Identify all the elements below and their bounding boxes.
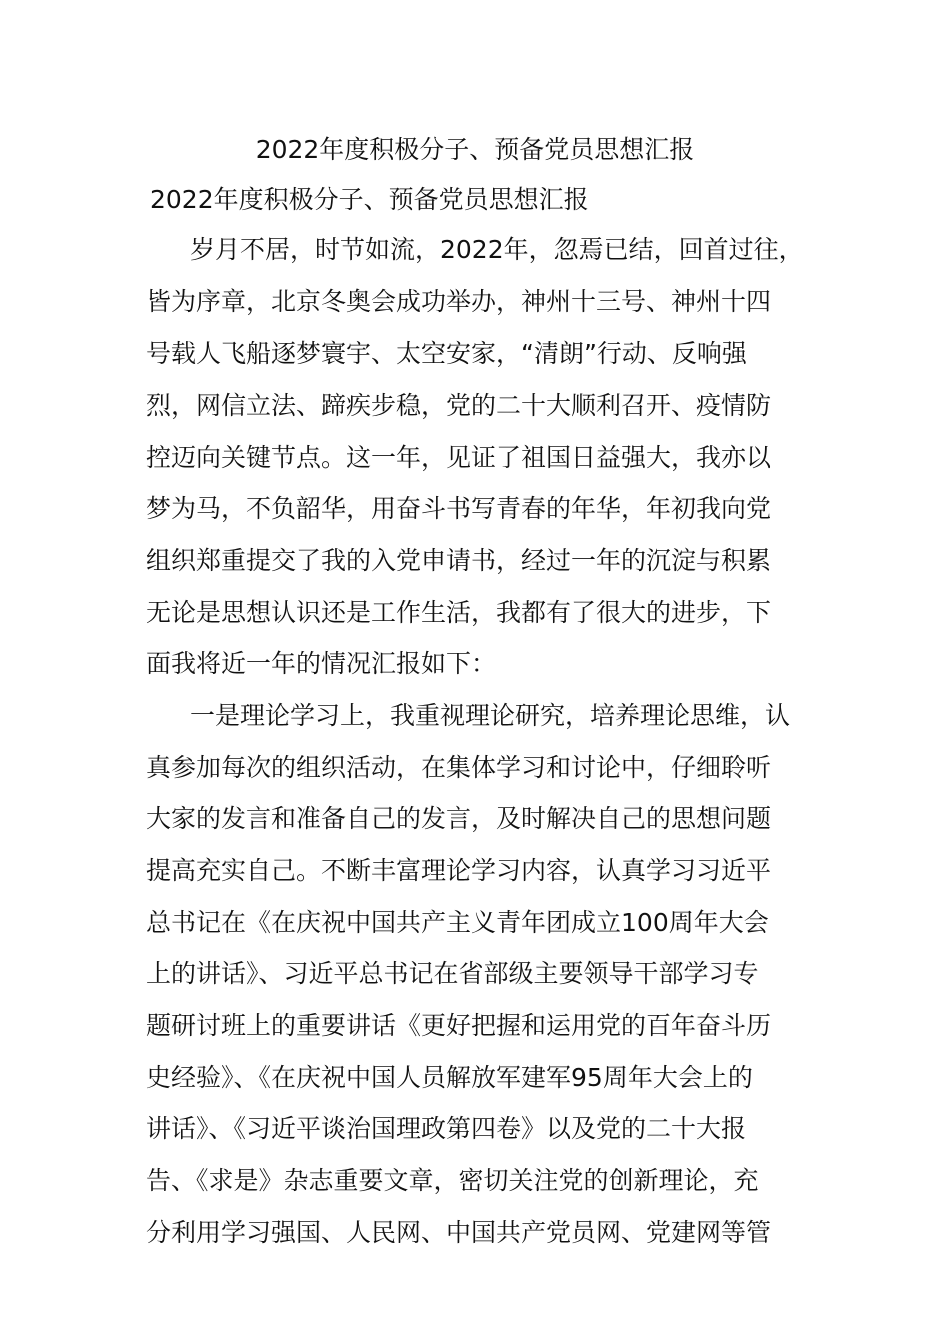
paragraph-1-line-6: 梦为马，不负韶华，用奋斗书写青春的年华，年初我向党	[146, 494, 772, 523]
paragraph-2-line-8: 史经验》、《在庆祝中国人员解放军建军95周年大会上的	[146, 1063, 753, 1092]
paragraph-2-line-5: 总书记在《在庆祝中国共产主义青年团成立100周年大会	[146, 908, 769, 937]
paragraph-1-line-2: 皆为序章，北京冬奥会成功举办，神州十三号、神州十四	[146, 287, 772, 316]
paragraph-2-line-7: 题研讨班上的重要讲话《更好把握和运用党的百年奋斗历	[146, 1011, 772, 1040]
paragraph-1-line-5: 控迈向关键节点。这一年，见证了祖国日益强大，我亦以	[146, 443, 772, 472]
document-subtitle: 2022年度积极分子、预备党员思想汇报	[150, 185, 589, 214]
paragraph-1-line-1: 岁月不居，时节如流，2022年，忽焉已结，回首过往，	[190, 235, 804, 264]
paragraph-1-line-8: 无论是思想认识还是工作生活，我都有了很大的进步，下	[146, 598, 772, 627]
paragraph-2-line-4: 提高充实自己。不断丰富理论学习内容，认真学习习近平	[146, 856, 772, 885]
paragraph-2-line-10: 告、《求是》杂志重要文章，密切关注党的创新理论，充	[146, 1166, 759, 1195]
paragraph-1-line-4: 烈，网信立法、蹄疾步稳，党的二十大顺利召开、疫情防	[146, 391, 772, 420]
paragraph-2-line-3: 大家的发言和准备自己的发言，及时解决自己的思想问题	[146, 804, 772, 833]
paragraph-1-line-9: 面我将近一年的情况汇报如下：	[146, 649, 497, 678]
paragraph-2-line-11: 分利用学习强国、人民网、中国共产党员网、党建网等管	[146, 1218, 772, 1247]
paragraph-1-line-7: 组织郑重提交了我的入党申请书，经过一年的沉淀与积累	[146, 546, 772, 575]
paragraph-1-line-3: 号载人飞船逐梦寰宇、太空安家，“清朗”行动、反响强	[146, 339, 747, 368]
paragraph-2-line-2: 真参加每次的组织活动，在集体学习和讨论中，仔细聆听	[146, 753, 772, 782]
paragraph-2-line-6: 上的讲话》、习近平总书记在省部级主要领导干部学习专	[146, 959, 759, 988]
paragraph-2-line-1: 一是理论学习上，我重视理论研究，培养理论思维，认	[190, 701, 791, 730]
paragraph-2-line-9: 讲话》、《习近平谈治国理政第四卷》以及党的二十大报	[146, 1114, 747, 1143]
document-title: 2022年度积极分子、预备党员思想汇报	[255, 135, 695, 164]
